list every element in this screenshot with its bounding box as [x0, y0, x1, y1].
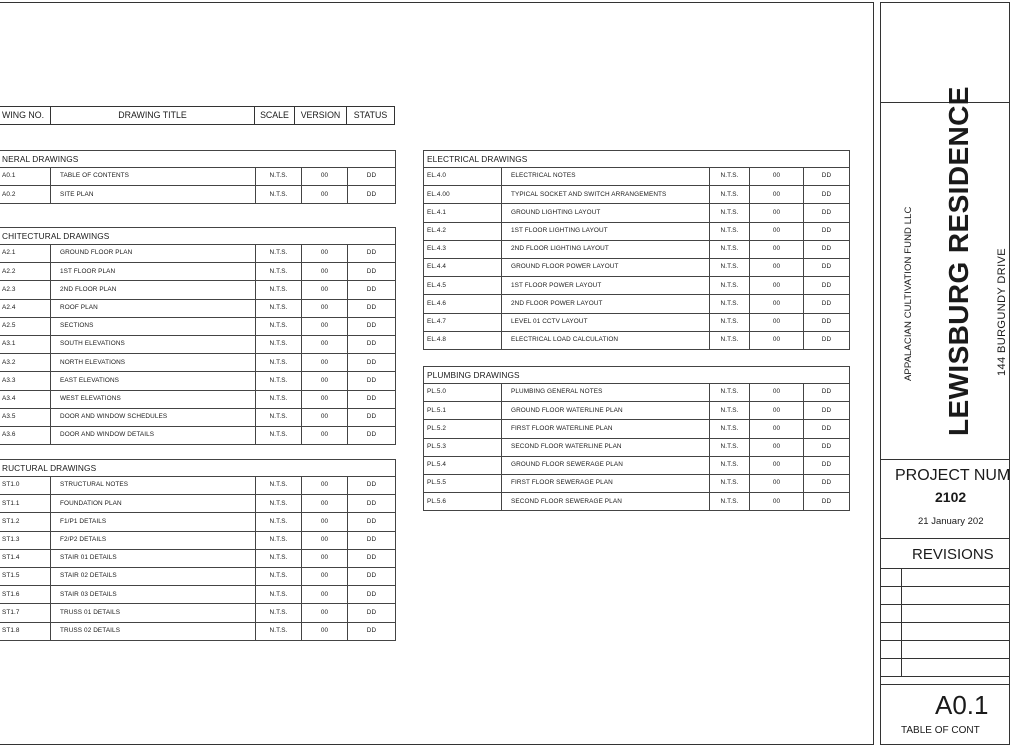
drawing-version: 00 — [302, 495, 348, 513]
drawing-number: PL.5.4 — [424, 456, 502, 474]
drawing-version: 00 — [302, 408, 348, 426]
drawing-number: PL.5.1 — [424, 402, 502, 420]
drawing-scale: N.T.S. — [710, 384, 750, 402]
drawing-row — [0, 299, 396, 317]
drawing-title: 1ST FLOOR POWER LAYOUT — [502, 277, 710, 295]
drawing-row — [424, 240, 850, 258]
drawing-scale: N.T.S. — [710, 420, 750, 438]
drawing-number: EL.4.1 — [424, 204, 502, 222]
drawing-row — [0, 586, 396, 604]
drawing-scale: N.T.S. — [256, 604, 302, 622]
drawing-number: A2.4 — [0, 299, 51, 317]
drawing-number: ST1.8 — [0, 622, 51, 640]
drawing-title: FIRST FLOOR SEWERAGE PLAN — [502, 474, 710, 492]
drawing-status: DD — [804, 295, 850, 313]
drawing-title: WEST ELEVATIONS — [51, 390, 256, 408]
drawing-number: EL.4.2 — [424, 222, 502, 240]
drawing-number: ST1.1 — [0, 495, 51, 513]
drawing-number: A3.1 — [0, 335, 51, 353]
drawing-scale: N.T.S. — [256, 281, 302, 299]
drawing-status: DD — [348, 245, 396, 263]
drawing-status: DD — [348, 408, 396, 426]
drawing-number: PL.5.2 — [424, 420, 502, 438]
drawing-status: DD — [348, 281, 396, 299]
drawing-title: TYPICAL SOCKET AND SWITCH ARRANGEMENTS — [502, 186, 710, 204]
drawing-number: A2.2 — [0, 263, 51, 281]
drawing-number: ST1.0 — [0, 477, 51, 495]
drawing-title: F1/P1 DETAILS — [51, 513, 256, 531]
drawing-version: 00 — [302, 477, 348, 495]
header-status: STATUS — [347, 107, 395, 125]
drawing-number: ST1.7 — [0, 604, 51, 622]
drawing-number: ST1.4 — [0, 549, 51, 567]
revision-column-line — [901, 568, 902, 677]
drawing-status: DD — [804, 240, 850, 258]
drawing-title: ELECTRICAL NOTES — [502, 168, 710, 186]
drawing-status: DD — [804, 168, 850, 186]
drawing-title: TRUSS 02 DETAILS — [51, 622, 256, 640]
drawing-version: 00 — [302, 299, 348, 317]
drawing-scale: N.T.S. — [256, 426, 302, 444]
drawing-version: 00 — [302, 567, 348, 585]
drawing-row — [424, 331, 850, 349]
drawing-title: 1ST FLOOR PLAN — [51, 263, 256, 281]
drawing-title: GROUND FLOOR PLAN — [51, 245, 256, 263]
drawing-row — [0, 426, 396, 444]
drawing-row — [424, 222, 850, 240]
drawing-scale: N.T.S. — [256, 168, 302, 186]
drawing-title: GROUND FLOOR WATERLINE PLAN — [502, 402, 710, 420]
drawing-row — [0, 186, 396, 204]
drawing-version: 00 — [302, 168, 348, 186]
drawing-title: GROUND FLOOR POWER LAYOUT — [502, 258, 710, 276]
drawing-version: 00 — [302, 335, 348, 353]
drawing-row — [424, 204, 850, 222]
drawing-number: EL.4.7 — [424, 313, 502, 331]
drawing-status: DD — [348, 168, 396, 186]
drawing-number: A2.1 — [0, 245, 51, 263]
drawing-row — [0, 245, 396, 263]
drawing-scale: N.T.S. — [710, 258, 750, 276]
drawing-scale: N.T.S. — [710, 186, 750, 204]
section-header-row — [0, 151, 396, 168]
drawing-title: TRUSS 01 DETAILS — [51, 604, 256, 622]
drawing-status: DD — [804, 204, 850, 222]
drawing-status: DD — [804, 438, 850, 456]
drawing-title: LEVEL 01 CCTV LAYOUT — [502, 313, 710, 331]
drawing-title: DOOR AND WINDOW DETAILS — [51, 426, 256, 444]
drawing-row — [0, 408, 396, 426]
drawing-title: NORTH ELEVATIONS — [51, 354, 256, 372]
drawing-scale: N.T.S. — [256, 317, 302, 335]
drawing-version: 00 — [302, 354, 348, 372]
drawing-number: EL.4.5 — [424, 277, 502, 295]
electrical-drawings-table — [423, 150, 850, 350]
drawing-number: EL.4.3 — [424, 240, 502, 258]
project-number: 2102 — [935, 489, 967, 505]
project-date: 21 January 202 — [918, 516, 984, 527]
drawing-scale: N.T.S. — [256, 531, 302, 549]
drawing-status: DD — [348, 390, 396, 408]
drawing-status: DD — [348, 354, 396, 372]
drawing-status: DD — [348, 299, 396, 317]
drawing-number: A3.2 — [0, 354, 51, 372]
drawing-title: SECTIONS — [51, 317, 256, 335]
drawing-scale: N.T.S. — [256, 495, 302, 513]
drawing-status: DD — [348, 186, 396, 204]
drawing-status: DD — [348, 586, 396, 604]
drawing-row — [424, 168, 850, 186]
drawing-status: DD — [804, 331, 850, 349]
drawing-number: EL.4.0 — [424, 168, 502, 186]
drawing-row — [424, 420, 850, 438]
drawing-row — [0, 390, 396, 408]
drawing-version: 00 — [302, 513, 348, 531]
drawing-number: EL.4.6 — [424, 295, 502, 313]
drawing-number: EL.4.00 — [424, 186, 502, 204]
drawing-title: FOUNDATION PLAN — [51, 495, 256, 513]
revision-row-line — [880, 586, 1010, 587]
drawing-version: 00 — [750, 313, 804, 331]
drawing-scale: N.T.S. — [710, 456, 750, 474]
drawing-scale: N.T.S. — [710, 168, 750, 186]
drawing-title: SITE PLAN — [51, 186, 256, 204]
drawing-scale: N.T.S. — [710, 222, 750, 240]
client-name: APPALACIAN CULTIVATION FUND LLC — [903, 206, 914, 381]
drawing-status: DD — [348, 495, 396, 513]
drawing-status: DD — [348, 263, 396, 281]
drawing-status: DD — [804, 384, 850, 402]
drawing-scale: N.T.S. — [710, 277, 750, 295]
drawing-version: 00 — [302, 372, 348, 390]
drawing-version: 00 — [750, 402, 804, 420]
drawing-scale: N.T.S. — [256, 408, 302, 426]
drawing-row — [0, 531, 396, 549]
section-title: ELECTRICAL DRAWINGS — [424, 151, 850, 168]
revision-row-line — [880, 568, 1010, 569]
drawing-title: ELECTRICAL LOAD CALCULATION — [502, 331, 710, 349]
drawing-version: 00 — [750, 420, 804, 438]
drawing-title: SECOND FLOOR WATERLINE PLAN — [502, 438, 710, 456]
drawing-row — [424, 402, 850, 420]
drawing-status: DD — [348, 317, 396, 335]
drawing-row — [0, 513, 396, 531]
drawing-number: A0.2 — [0, 186, 51, 204]
drawing-row — [0, 335, 396, 353]
drawing-title: 1ST FLOOR LIGHTING LAYOUT — [502, 222, 710, 240]
drawing-status: DD — [348, 513, 396, 531]
drawing-row — [424, 493, 850, 511]
revision-row-line — [880, 640, 1010, 641]
drawing-title: TABLE OF CONTENTS — [51, 168, 256, 186]
drawing-status: DD — [804, 474, 850, 492]
drawing-number: ST1.6 — [0, 586, 51, 604]
drawing-status: DD — [804, 277, 850, 295]
drawing-version: 00 — [302, 549, 348, 567]
drawing-title: ROOF PLAN — [51, 299, 256, 317]
drawing-version: 00 — [750, 331, 804, 349]
drawing-status: DD — [804, 258, 850, 276]
drawing-row — [0, 317, 396, 335]
section-title: PLUMBING DRAWINGS — [424, 367, 850, 384]
drawing-scale: N.T.S. — [256, 354, 302, 372]
drawing-version: 00 — [302, 186, 348, 204]
drawing-row — [0, 495, 396, 513]
plumbing-drawings-table — [423, 366, 850, 511]
drawing-version: 00 — [750, 295, 804, 313]
drawing-scale: N.T.S. — [256, 477, 302, 495]
drawing-status: DD — [348, 335, 396, 353]
drawing-number: A3.4 — [0, 390, 51, 408]
drawing-scale: N.T.S. — [256, 335, 302, 353]
drawing-version: 00 — [302, 604, 348, 622]
section-title: CHITECTURAL DRAWINGS — [0, 228, 396, 245]
drawing-row — [424, 384, 850, 402]
drawing-title: STAIR 02 DETAILS — [51, 567, 256, 585]
drawing-version: 00 — [302, 390, 348, 408]
architectural-drawings-table — [0, 227, 396, 445]
drawing-status: DD — [348, 372, 396, 390]
drawing-version: 00 — [750, 258, 804, 276]
drawing-number: ST1.5 — [0, 567, 51, 585]
drawing-row — [424, 258, 850, 276]
drawing-scale: N.T.S. — [256, 622, 302, 640]
drawing-row — [424, 277, 850, 295]
drawing-row — [0, 168, 396, 186]
drawing-row — [0, 567, 396, 585]
drawing-version: 00 — [750, 240, 804, 258]
section-header-row — [0, 228, 396, 245]
drawing-status: DD — [348, 604, 396, 622]
revisions-label: REVISIONS — [912, 546, 994, 563]
section-header-row — [424, 151, 850, 168]
drawing-scale: N.T.S. — [710, 493, 750, 511]
drawing-row — [424, 438, 850, 456]
drawing-number: A3.6 — [0, 426, 51, 444]
drawing-number: PL.5.5 — [424, 474, 502, 492]
drawing-title: SOUTH ELEVATIONS — [51, 335, 256, 353]
drawing-version: 00 — [750, 186, 804, 204]
drawing-number: EL.4.4 — [424, 258, 502, 276]
drawing-version: 00 — [750, 204, 804, 222]
drawing-scale: N.T.S. — [256, 567, 302, 585]
drawing-scale: N.T.S. — [256, 245, 302, 263]
drawing-number: A3.5 — [0, 408, 51, 426]
header-drawing-no: WING NO. — [0, 107, 51, 125]
sheet-title: TABLE OF CONT — [901, 725, 980, 736]
header-drawing-title: DRAWING TITLE — [51, 107, 255, 125]
drawing-status: DD — [348, 567, 396, 585]
drawing-status: DD — [348, 426, 396, 444]
drawing-version: 00 — [750, 438, 804, 456]
project-number-label: PROJECT NUM — [895, 467, 1010, 484]
drawing-row — [0, 263, 396, 281]
drawing-number: A3.3 — [0, 372, 51, 390]
drawing-status: DD — [804, 493, 850, 511]
drawing-status: DD — [348, 622, 396, 640]
structural-drawings-table — [0, 459, 396, 641]
drawing-title: 2ND FLOOR LIGHTING LAYOUT — [502, 240, 710, 258]
drawing-title: DOOR AND WINDOW SCHEDULES — [51, 408, 256, 426]
header-version: VERSION — [295, 107, 347, 125]
drawing-scale: N.T.S. — [256, 513, 302, 531]
drawing-scale: N.T.S. — [256, 186, 302, 204]
drawing-title: GROUND FLOOR SEWERAGE PLAN — [502, 456, 710, 474]
drawing-title: STAIR 03 DETAILS — [51, 586, 256, 604]
drawing-title: F2/P2 DETAILS — [51, 531, 256, 549]
drawing-status: DD — [804, 420, 850, 438]
drawing-status: DD — [348, 531, 396, 549]
drawing-number: PL.5.3 — [424, 438, 502, 456]
drawing-version: 00 — [750, 456, 804, 474]
drawing-row — [0, 372, 396, 390]
drawing-number: ST1.2 — [0, 513, 51, 531]
drawing-row — [424, 186, 850, 204]
drawing-status: DD — [804, 456, 850, 474]
drawing-status: DD — [804, 402, 850, 420]
drawing-row — [0, 549, 396, 567]
drawing-version: 00 — [302, 426, 348, 444]
drawing-scale: N.T.S. — [710, 438, 750, 456]
project-address: 144 BURGUNDY DRIVE — [996, 247, 1008, 376]
section-header-row — [0, 460, 396, 477]
drawing-row — [0, 477, 396, 495]
drawing-row — [0, 354, 396, 372]
drawing-scale: N.T.S. — [256, 372, 302, 390]
drawing-version: 00 — [302, 245, 348, 263]
drawing-title: PLUMBING GENERAL NOTES — [502, 384, 710, 402]
section-header-row — [424, 367, 850, 384]
drawing-title: EAST ELEVATIONS — [51, 372, 256, 390]
drawing-scale: N.T.S. — [256, 263, 302, 281]
sheet-number: A0.1 — [935, 690, 989, 720]
drawing-row — [424, 456, 850, 474]
general-drawings-table — [0, 150, 396, 204]
drawing-scale: N.T.S. — [256, 549, 302, 567]
drawing-number: A0.1 — [0, 168, 51, 186]
drawing-version: 00 — [302, 281, 348, 299]
drawing-title: SECOND FLOOR SEWERAGE PLAN — [502, 493, 710, 511]
drawing-title: 2ND FLOOR POWER LAYOUT — [502, 295, 710, 313]
drawing-number: EL.4.8 — [424, 331, 502, 349]
drawing-row — [424, 474, 850, 492]
drawing-status: DD — [804, 222, 850, 240]
drawing-title: FIRST FLOOR WATERLINE PLAN — [502, 420, 710, 438]
drawing-scale: N.T.S. — [256, 299, 302, 317]
revision-row-line — [880, 622, 1010, 623]
drawing-version: 00 — [302, 317, 348, 335]
drawing-version: 00 — [302, 531, 348, 549]
drawing-number: A2.5 — [0, 317, 51, 335]
drawing-version: 00 — [750, 277, 804, 295]
drawing-row — [0, 622, 396, 640]
drawing-title: 2ND FLOOR PLAN — [51, 281, 256, 299]
drawing-version: 00 — [302, 622, 348, 640]
index-header — [0, 106, 395, 125]
drawing-status: DD — [348, 477, 396, 495]
project-name: LEWISBURG RESIDENCE — [943, 86, 974, 436]
drawing-row — [424, 313, 850, 331]
drawing-scale: N.T.S. — [710, 331, 750, 349]
drawing-scale: N.T.S. — [710, 402, 750, 420]
drawing-version: 00 — [302, 263, 348, 281]
drawing-status: DD — [348, 549, 396, 567]
drawing-row — [0, 604, 396, 622]
drawing-scale: N.T.S. — [710, 295, 750, 313]
drawing-status: DD — [804, 313, 850, 331]
drawing-number: PL.5.0 — [424, 384, 502, 402]
section-title: NERAL DRAWINGS — [0, 151, 396, 168]
drawing-title: GROUND LIGHTING LAYOUT — [502, 204, 710, 222]
drawing-scale: N.T.S. — [256, 390, 302, 408]
header-scale: SCALE — [255, 107, 295, 125]
drawing-scale: N.T.S. — [710, 474, 750, 492]
drawing-version: 00 — [302, 586, 348, 604]
drawing-version: 00 — [750, 384, 804, 402]
drawing-version: 00 — [750, 222, 804, 240]
drawing-row — [0, 281, 396, 299]
drawing-version: 00 — [750, 168, 804, 186]
revision-row-line — [880, 604, 1010, 605]
drawing-number: PL.5.6 — [424, 493, 502, 511]
drawing-scale: N.T.S. — [710, 204, 750, 222]
drawing-scale: N.T.S. — [710, 240, 750, 258]
drawing-title: STAIR 01 DETAILS — [51, 549, 256, 567]
revision-row-line — [880, 658, 1010, 659]
drawing-scale: N.T.S. — [256, 586, 302, 604]
drawing-version: 00 — [750, 474, 804, 492]
drawing-title: STRUCTURAL NOTES — [51, 477, 256, 495]
title-block-divider — [880, 459, 1010, 460]
drawing-scale: N.T.S. — [710, 313, 750, 331]
drawing-number: ST1.3 — [0, 531, 51, 549]
drawing-number: A2.3 — [0, 281, 51, 299]
drawing-version: 00 — [750, 493, 804, 511]
index-header-row — [0, 107, 395, 125]
drawing-status: DD — [804, 186, 850, 204]
section-title: RUCTURAL DRAWINGS — [0, 460, 396, 477]
drawing-row — [424, 295, 850, 313]
